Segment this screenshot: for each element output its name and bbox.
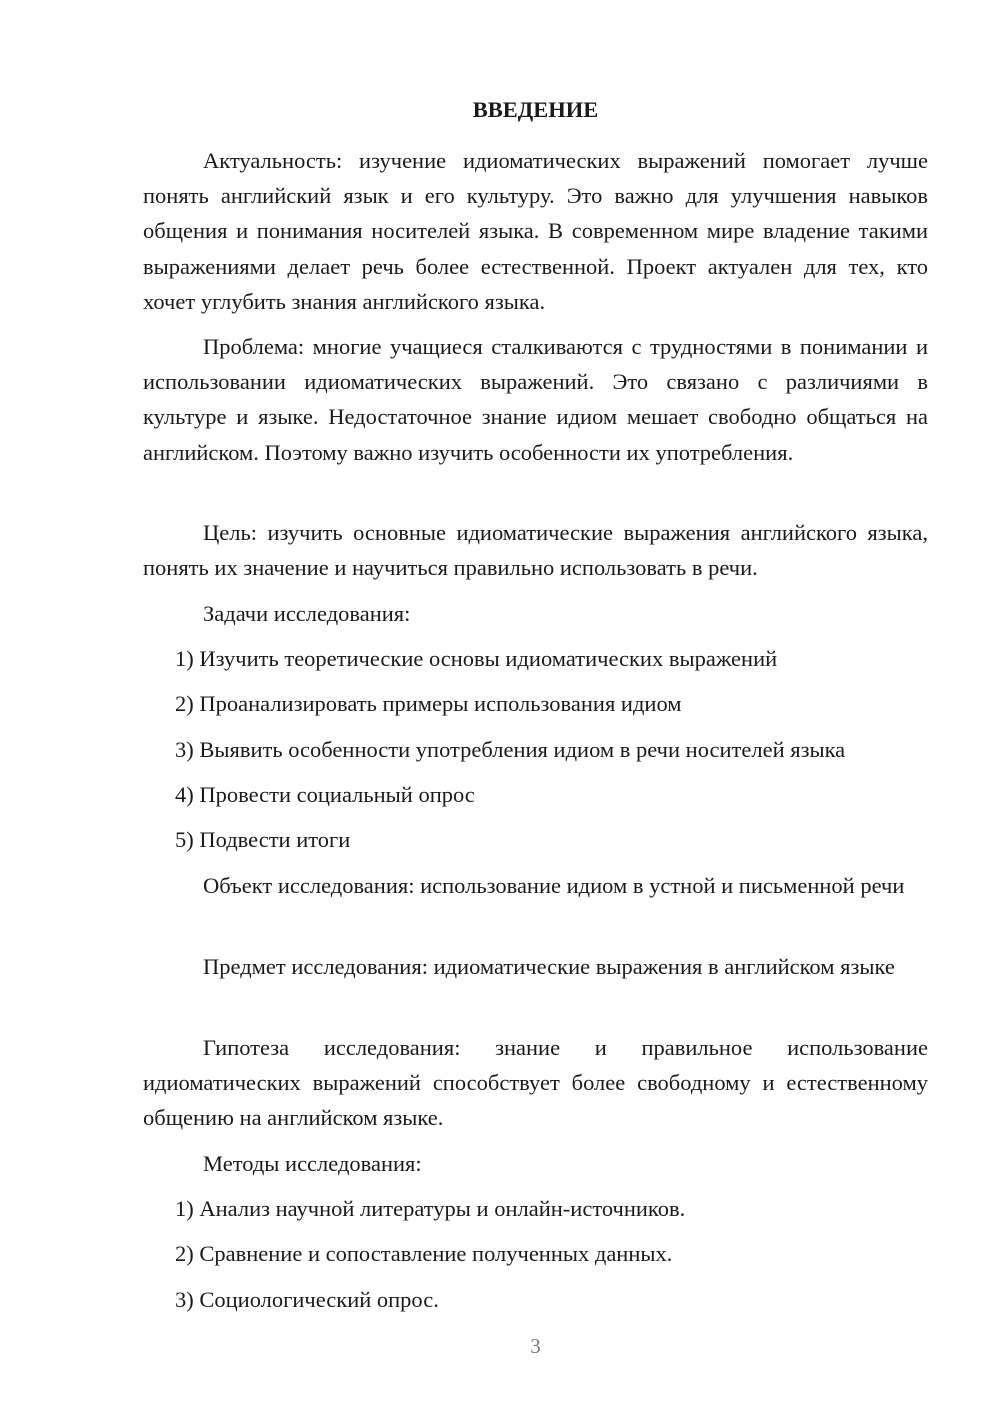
method-item-2: 2) Сравнение и сопоставление полученных данных.: [175, 1241, 673, 1266]
task-item-2: 2) Проанализировать примеры использования идиом: [175, 691, 682, 716]
page-number: 3: [530, 1334, 541, 1358]
task-item-5: 5) Подвести итоги: [175, 827, 351, 852]
task-item-1: 1) Изучить теоретические основы идиоматических выражений: [175, 646, 778, 671]
hypothesis-paragraph: Гипотеза исследования: знание и правильное использование идиоматических выражений способствует более свободному и естественному общению на английском языке.: [143, 1035, 928, 1131]
method-item-1: 1) Анализ научной литературы и онлайн-источников.: [175, 1196, 686, 1221]
page-title: ВВЕДЕНИЕ: [472, 97, 599, 122]
method-item-3: 3) Социологический опрос.: [175, 1287, 439, 1312]
goal-paragraph: Цель: изучить основные идиоматические выражения английского языка, понять их значение и научиться правильно использовать в речи.: [143, 520, 928, 581]
relevance-paragraph: Актуальность: изучение идиоматических выражений помогает лучше понять английский язык и его культуру. Это важно для улучшения навыков общения и понимания носителей языка. В современном мире владение такими выражениями делает речь более естественной. Проект актуален для тех, кто хочет углубить знания английского языка.: [143, 148, 928, 314]
object-paragraph: Объект исследования: использование идиом в устной и письменной речи: [203, 873, 905, 898]
methods-heading: Методы исследования:: [203, 1151, 422, 1176]
tasks-heading: Задачи исследования:: [203, 601, 411, 626]
task-item-3: 3) Выявить особенности употребления идиом в речи носителей языка: [175, 737, 846, 762]
problem-paragraph: Проблема: многие учащиеся сталкиваются с трудностями в понимании и использовании идиоматических выражений. Это связано с различиями в культуре и языке. Недостаточное знание идиом мешает свободно общаться на английском. Поэтому важно изучить особенности их употребления.: [143, 334, 928, 465]
task-item-4: 4) Провести социальный опрос: [175, 782, 475, 807]
subject-paragraph: Предмет исследования: идиоматические выражения в английском языке: [203, 954, 895, 979]
